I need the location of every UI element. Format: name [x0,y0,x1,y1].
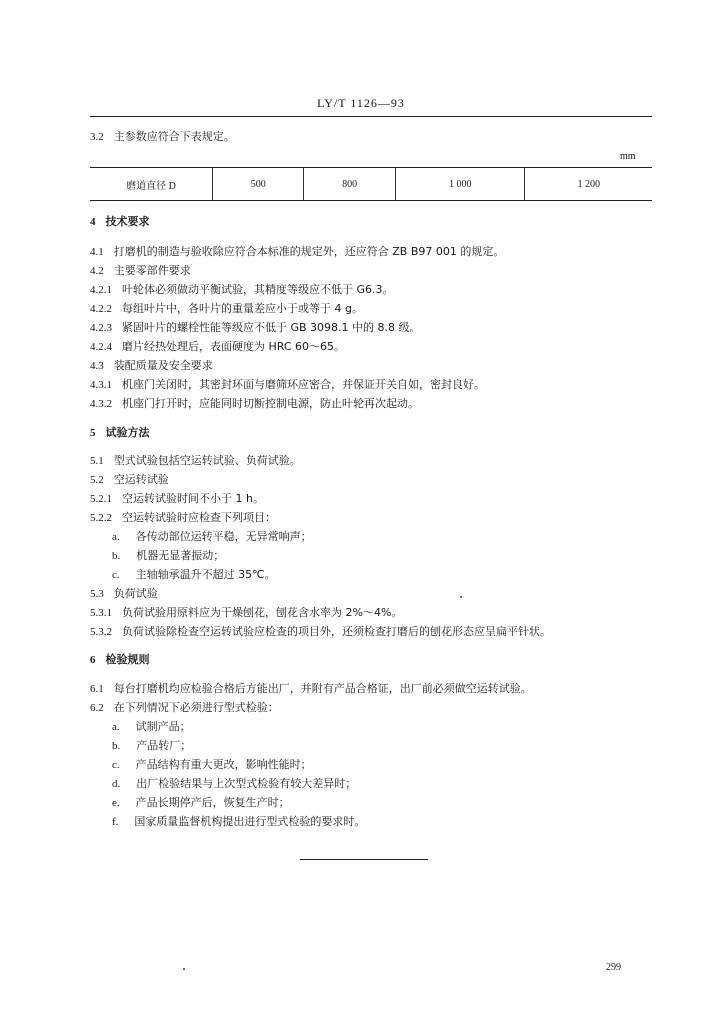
table-unit: mm [620,151,636,162]
clause-number: 5.2.2 [90,512,112,524]
list-item [112,530,312,544]
list-item [112,796,290,810]
list-text: 机器无显著振动； [136,549,225,562]
clause-text: 叶轮体必须做动平衡试验，其精度等级应不低于 G6.3。 [122,283,394,296]
clause-text: 负荷试验 [113,587,158,600]
clause-number: 4.2.2 [90,303,112,315]
list-text: 主轴轴承温升不超过 35℃。 [135,568,276,581]
section-title: 技术要求 [105,215,150,228]
list-text: 各传动部位运转平稳，无异常响声； [135,530,312,543]
list-marker: a. [112,721,120,733]
clause-4-2 [90,264,191,278]
table-row [90,168,652,200]
clause-text: 负荷试验用原料应为干燥刨花，刨花含水率为 2%～4%。 [122,606,403,619]
clause-number: 4.3.2 [90,398,112,410]
table-bottom-border [90,200,652,201]
list-item [112,549,224,563]
clause-3-2 [90,130,235,144]
clause-number: 4.2.4 [90,341,112,353]
list-marker: c. [112,759,120,771]
parameter-table [90,168,652,200]
clause-number: 4.1 [90,246,104,258]
list-text: 产品长期停产后，恢复生产时； [135,796,290,809]
page-number: 299 [606,962,621,973]
clause-number: 5.3 [90,588,104,600]
clause-text: 磨片经热处理后，表面硬度为 HRC 60～65。 [122,340,346,353]
clause-number: 4.2.3 [90,322,112,334]
section-title: 检验规则 [105,653,150,666]
clause-text: 在下列情况下必须进行型式检验： [113,701,279,714]
clause-5-3 [90,587,158,601]
section-4-heading [90,215,150,229]
clause-6-1 [90,682,532,696]
clause-number: 5.1 [90,455,104,467]
section-5-heading [90,426,150,440]
list-marker: b. [112,550,121,562]
clause-text: 空运转试验时间不小于 1 h。 [122,492,264,505]
clause-number: 4.3.1 [90,379,112,391]
clause-number: 4.3 [90,360,104,372]
clause-text: 机座门关闭时，其密封环面与磨筛环应密合，并保证开关自如，密封良好。 [122,378,485,391]
clause-4-3-1 [90,378,485,392]
clause-number: 3.2 [90,131,104,143]
list-marker: a. [112,531,120,543]
clause-number: 6.1 [90,683,104,695]
clause-text: 每组叶片中，各叶片的重量差应小于或等于 4 g。 [122,302,363,315]
clause-4-2-4 [90,340,345,354]
section-number: 6 [90,654,96,666]
table-value-cell: 800 [304,168,395,200]
list-item [112,720,191,734]
clause-4-1 [90,245,504,259]
header-rule [90,116,652,117]
clause-number: 5.3.1 [90,607,112,619]
list-text: 产品转厂； [136,739,192,752]
clause-text: 空运转试验时应检查下列项目： [122,511,276,524]
clause-5-2-1 [90,492,264,506]
section-number: 5 [90,427,96,439]
clause-text: 主要零部件要求 [113,264,191,277]
clause-number: 5.3.2 [90,626,112,638]
list-text: 试制产品； [135,720,191,733]
list-marker: e. [112,797,120,809]
clause-text: 每台打磨机均应检验合格后方能出厂，并附有产品合格证，出厂前必须做空运转试验。 [113,682,532,695]
list-text: 产品结构有重大更改，影响性能时； [135,758,312,771]
clause-text: 打磨机的制造与验收除应符合本标准的规定外，还应符合 ZB B97 001 的规定。 [113,245,505,258]
list-item [112,815,365,829]
clause-4-2-2 [90,302,363,316]
end-of-standard-rule [300,859,428,860]
clause-5-3-2 [90,625,551,639]
table-label-cell: 磨道直径 D [126,180,176,192]
list-text: 国家质量监督机构提出进行型式检验的要求时。 [134,815,366,828]
clause-text: 机座门打开时，应能同时切断控制电源，防止叶轮再次起动。 [122,397,419,410]
clause-4-3 [90,359,213,373]
list-item [112,777,356,791]
clause-5-2-2 [90,511,276,525]
clause-text: 型式试验包括空运转试验、负荷试验。 [113,454,301,467]
clause-text: 主参数应符合下表规定。 [113,130,235,143]
clause-4-2-3 [90,321,421,335]
clause-number: 6.2 [90,702,104,714]
clause-number: 4.2.1 [90,284,112,296]
list-text: 出厂检验结果与上次型式检验有较大差异时； [136,777,357,790]
clause-5-1 [90,454,301,468]
list-item [112,568,276,582]
list-item [112,758,312,772]
clause-text: 负荷试验除检查空运转试验应检查的项目外，还须检查打磨后的刨花形态应呈扁平针状。 [122,625,551,638]
clause-number: 4.2 [90,265,104,277]
section-6-heading [90,653,150,667]
section-title: 试验方法 [105,426,150,439]
list-item [112,739,191,753]
list-marker: b. [112,740,121,752]
clause-text: 紧固叶片的螺栓性能等级应不低于 GB 3098.1 中的 8.8 级。 [122,321,421,334]
list-marker: c. [112,569,120,581]
table-value-cell: 1 200 [525,168,652,200]
list-marker: f. [112,816,119,828]
table-value-cell: 1 000 [395,168,525,200]
table-value-cell: 500 [213,168,304,200]
clause-5-2 [90,473,169,487]
clause-4-3-2 [90,397,419,411]
clause-6-2 [90,701,279,715]
clause-text: 装配质量及安全要求 [113,359,213,372]
clause-number: 5.2.1 [90,493,112,505]
scan-speck [460,596,462,598]
list-marker: d. [112,778,121,790]
clause-number: 5.2 [90,474,104,486]
clause-text: 空运转试验 [113,473,169,486]
clause-4-2-1 [90,283,394,297]
clause-5-3-1 [90,606,402,620]
scan-speck [183,968,185,970]
section-number: 4 [90,216,96,228]
running-header: LY/T 1126—93 [317,96,405,110]
